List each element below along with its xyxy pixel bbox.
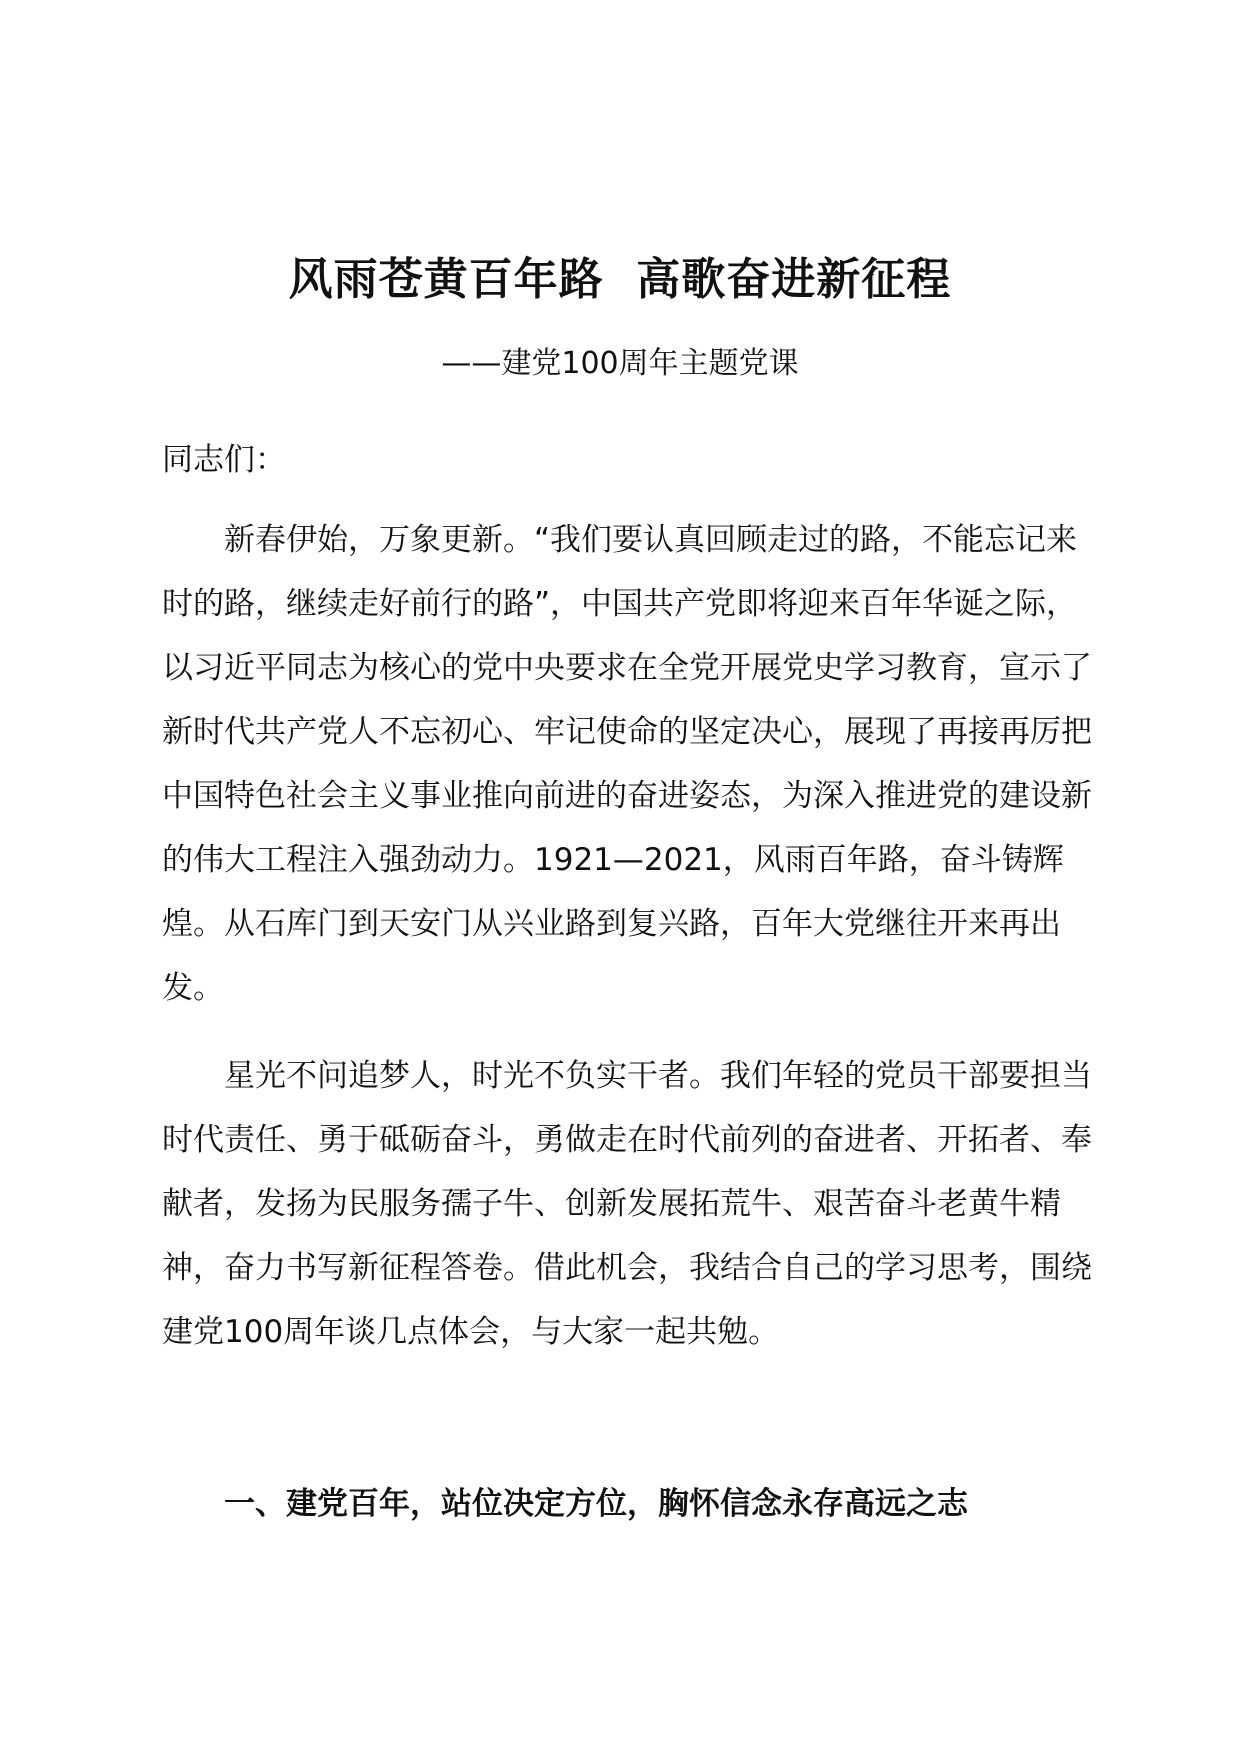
document-title: 风雨苍黄百年路 高歌奋进新征程 [288,254,952,305]
paragraph-2: 星光不问追梦人，时光不负实干者。我们年轻的党员干部要担当时代责任、勇于砥砺奋斗，勇做走在时代前列的奋进者、开拓者、奉献者，发扬为民服务孺子牛、创新发展拓荒牛、艰苦奋斗老黄牛精神，奋力书写新征程答卷。借此机会，我结合自己的学习思考，围绕建党100周年谈几点体会，与大家一起共勉。 [162,1058,1092,1350]
document-subtitle: ——建党100周年主题党课 [441,346,799,381]
paragraph-1: 新春伊始，万象更新。“我们要认真回顾走过的路，不能忘记来时的路，继续走好前行的路”，中国共产党即将迎来百年华诞之际，以习近平同志为核心的党中央要求在全党开展党史学习教育，宣示了新时代共产党人不忘初心、牢记使命的坚定决心，展现了再接再厉把中国特色社会主义事业推向前进的奋进姿态，为深入推进党的建设新的伟大工程注入强劲动力。1921—2021，风雨百年路，奋斗铸辉煌。从石库门到天安门从兴业路到复兴路，百年大党继往开来再出发。 [162,522,1092,1006]
salutation: 同志们： [162,442,286,478]
section-heading-1: 一、建党百年，站位决定方位，胸怀信念永存高远之志 [224,1486,968,1522]
